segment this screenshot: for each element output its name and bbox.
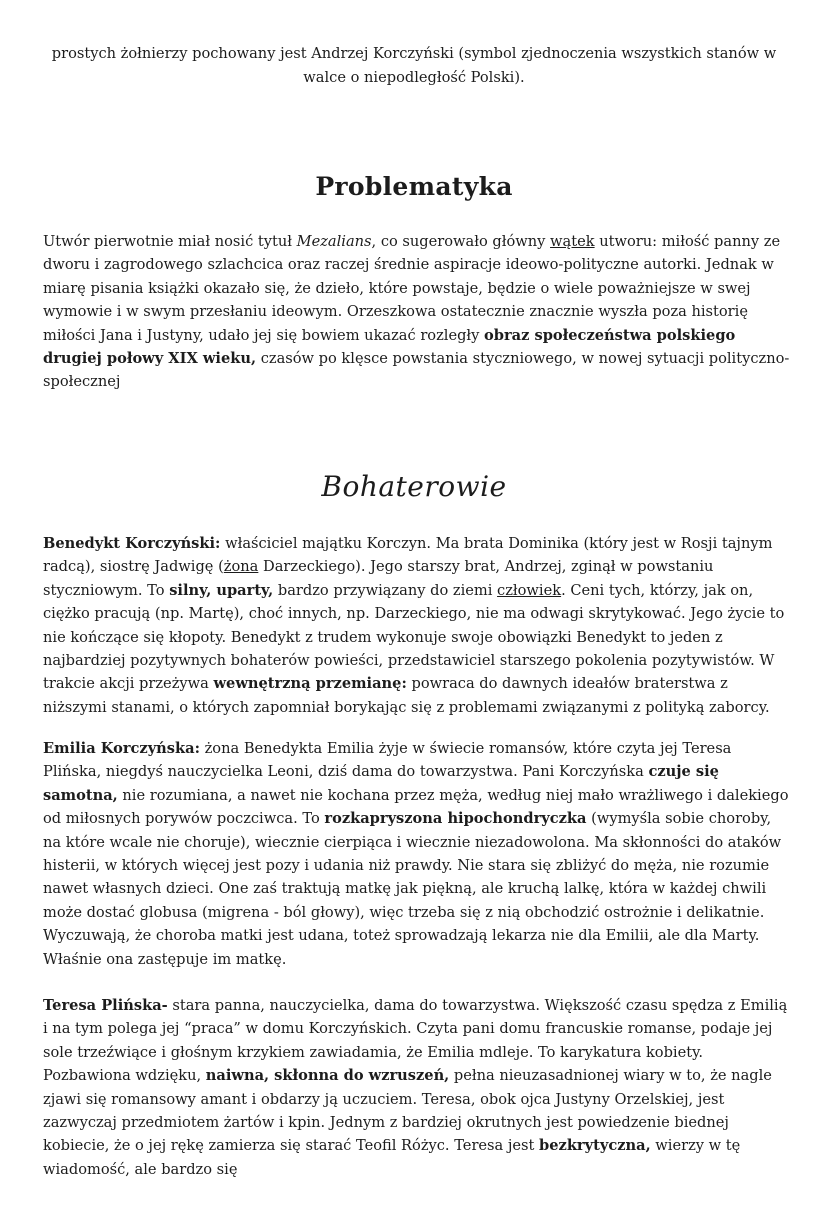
text-run: wierzy w tę wiadomość, ale bardzo się	[43, 1137, 741, 1178]
text-run: , co sugerowało główny	[371, 233, 551, 250]
text-run: . Ceni tych, którzy, jak on, ciężko pracują (np. Martę), choć innych, np. Darzeckiego, nie ma odwagi skrytykować. Jego życie to nie kończące się kłopoty. Benedykt z trudem wykonuje swoje obowiązki Benedykt to jeden z najbardziej pozytywnych bohaterów powieści, przedstawiciel starszego pokolenia pozytywistów. W trakcie akcji przeżywa	[43, 581, 785, 693]
teresa-paragraph	[43, 994, 791, 1181]
link-zona[interactable]: żona	[223, 558, 259, 576]
heading-problematyka: Problematyka	[315, 172, 513, 201]
text-run: pełna nieuzasadnionej wiary w to, że nagle zjawi się romansowy amant i obdarzy ją uczuciem. Teresa, obok ojca Justyny Orzelskiej, jest zazwyczaj przedmiotem żartów i kpin. Jednym z bardziej okrutnych jest powiedzenie biednej kobiecie, że o jej rękę zamierza się starać Teofil Różyc. Teresa jest	[43, 1067, 772, 1155]
benedykt-paragraph	[43, 532, 791, 719]
intro-paragraph: prostych żołnierzy pochowany jest Andrzej Korczyński (symbol zjednoczenia wszystkich stanów w walce o niepodległość Polski).	[51, 45, 777, 86]
text-run: właściciel majątku Korczyn. Ma brata Dominika (który jest w Rosji tajnym radcą), siostrę Jadwigę (	[43, 535, 773, 576]
text-run: Utwór pierwotnie miał nosić tytuł	[43, 233, 297, 250]
character-name: Teresa Plińska-	[43, 997, 168, 1014]
text-run: żona Benedykta Emilia żyje w świecie romansów, które czyta jej Teresa Plińska, niegdyś nauczycielka Leoni, dziś dama do towarzystwa. Pani Korczyńska	[43, 740, 732, 781]
text-run: Darzeckiego). Jego starszy brat, Andrzej, zginął w powstaniu styczniowym. To	[43, 558, 714, 599]
text-run: utworu: miłość panny ze dworu i zagrodowego szlachcica oraz raczej średnie aspiracje ideowo-polityczne autorki. Jednak w miarę pisania książki okazało się, że dzieło, które powstaje, będzie o wiele poważniejsze w swej wymowie i w swym przesłaniu ideowym. Orzeszkowa ostatecznie znacznie wyszła poza historię miłości Jana i Justyny, udało jej się bowiem ukazać rozległy	[43, 233, 781, 344]
text-run: czasów po klęsce powstania styczniowego, w nowej sytuacji polityczno-społecznej	[43, 350, 790, 391]
text-run: stara panna, nauczycielka, dama do towarzystwa. Większość czasu spędza z Emilią i na tym polega jej “praca” w domu Korczyńskich. Czyta pani domu francuskie romanse, podaje jej sole trzeźwiące i głośnym krzykiem zawiadamia, że Emilia mdleje. To karykatura kobiety. Pozbawiona wdzięku,	[43, 997, 788, 1085]
text-run: powraca do dawnych ideałów braterstwa z niższymi stanami, o których zapomniał borykając się z problemami związanymi z polityką zaborcy.	[43, 675, 770, 716]
character-name: Benedykt Korczyński:	[43, 535, 221, 552]
bold-phrase: czuje się samotna,	[43, 763, 719, 804]
emilia-paragraph	[43, 737, 791, 971]
bold-phrase: naiwna, skłonna do wzruszeń,	[205, 1067, 450, 1085]
book-title: Mezalians	[296, 233, 372, 250]
heading-bohaterowie: Bohaterowie	[321, 470, 507, 503]
character-name: Emilia Korczyńska:	[43, 740, 200, 757]
bold-phrase: bezkrytyczna,	[539, 1137, 651, 1155]
text-run: bardzo przywiązany do ziemi	[273, 581, 498, 599]
bold-phrase: rozkapryszona hipochondryczka	[324, 810, 587, 828]
text-run: (wymyśla sobie choroby, na które wcale nie choruje), wiecznie cierpiąca i wiecznie niezadowolona. Ma skłonności do ataków histerii, w których więcej jest pozy i udania niż prawdy. Nie stara się zbliżyć do męża, nie rozumie nawet własnych dzieci. One zaś traktują matkę jak piękną, ale kruchą lalkę, która w każdej chwili może dostać globusa (migrena - ból głowy), więc trzeba się z nią obchodzić ostrożnie i delikatnie. Wyczuwają, że choroba matki jest udana, toteż sprowadzają lekarza nie dla Emilii, ale dla Marty. Właśnie ona zastępuje im matkę.	[43, 810, 782, 968]
bold-phrase: obraz społeczeństwa polskiego drugiej połowy XIX wieku,	[43, 326, 736, 368]
link-czlowiek[interactable]: człowiek	[497, 581, 562, 599]
bold-phrase: wewnętrzną przemianę:	[213, 675, 407, 693]
bold-phrase: silny, uparty,	[169, 581, 274, 599]
link-watek[interactable]: wątek	[550, 233, 595, 250]
problematyka-paragraph	[43, 230, 791, 394]
text-run: nie rozumiana, a nawet nie kochana przez męża, według niej mało wrażliwego i dalekiego od miłosnych porywów poczciwca. To	[43, 786, 789, 828]
